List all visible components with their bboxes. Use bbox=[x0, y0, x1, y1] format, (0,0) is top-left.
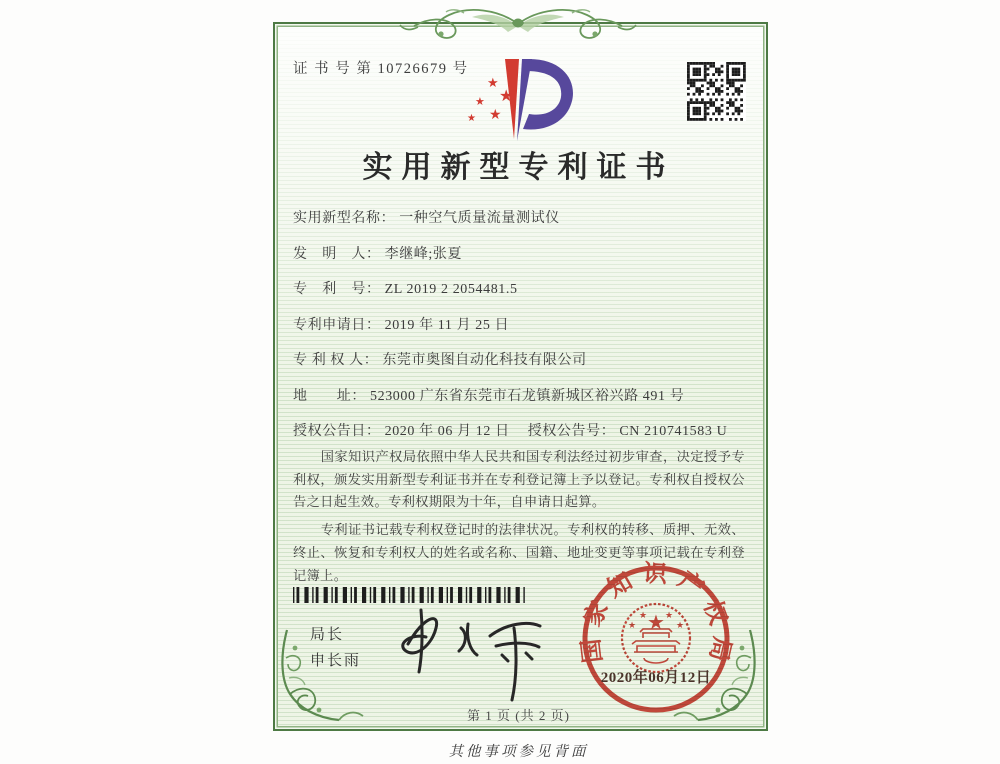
svg-text:★: ★ bbox=[489, 107, 502, 123]
back-note: 其他事项参见背面 bbox=[448, 744, 589, 760]
field-value: 东莞市奥图自动化科技有限公司 bbox=[382, 353, 587, 368]
field-value: 2019 年 11 月 25 日 bbox=[384, 317, 510, 333]
legal-paragraph: 国家知识产权局依照中华人民共和国专利法经过初步审查，决定授予专利权，颁发实用新型专利证书并在专利登记簿上予以登记。专利权自授权公告之日起生效。专利权期限为十年，自申请日起算。 bbox=[293, 449, 745, 510]
field-value: 2020 年 06 月 12 日 bbox=[384, 424, 510, 439]
logo-p-bowl bbox=[523, 59, 573, 129]
svg-text:★: ★ bbox=[664, 611, 674, 621]
field-row bbox=[293, 349, 745, 385]
legal-paragraph: 专利证书记载专利权登记时的法律状况。专利权的转移、质押、无效、终止、恢复和专利权人的姓名或名称、国籍、地址变更等事项记载在专利登记簿上。 bbox=[293, 522, 745, 583]
svg-text:★: ★ bbox=[675, 621, 685, 631]
field-label: 发 明 人： bbox=[293, 246, 381, 262]
seal-circular-text: 国家知识产权局 bbox=[577, 561, 735, 673]
certificate-number: 证 书 号 第 10726679 号 bbox=[293, 61, 469, 77]
field-label: 授权公告日： bbox=[293, 424, 381, 439]
field-row bbox=[293, 385, 745, 421]
field-row bbox=[293, 207, 745, 243]
field-value: 一种空气质量流量测试仪 bbox=[399, 211, 560, 226]
field-label: 授权公告号： bbox=[527, 424, 616, 439]
national-emblem-icon bbox=[622, 604, 690, 672]
field-label: 地 址： bbox=[293, 388, 366, 404]
field-label: 专 利 号： bbox=[293, 282, 381, 297]
field-label: 实用新型名称： bbox=[293, 211, 396, 226]
svg-text:★: ★ bbox=[638, 611, 648, 621]
signer-title: 局长 bbox=[310, 627, 345, 643]
field-row bbox=[293, 278, 745, 314]
certificate-title: 实用新型专利证书 bbox=[362, 151, 675, 184]
seal-date: 2020年06月12日 bbox=[600, 670, 712, 686]
svg-text:★: ★ bbox=[499, 86, 514, 105]
field-row bbox=[293, 243, 745, 279]
field-row bbox=[293, 314, 745, 350]
certificate-fields bbox=[293, 207, 745, 456]
svg-text:★: ★ bbox=[487, 76, 499, 91]
svg-text:★: ★ bbox=[467, 113, 476, 124]
field-label: 专 利 权 人： bbox=[293, 353, 379, 368]
field-value: 523000 广东省东莞市石龙镇新城区裕兴路 491 号 bbox=[370, 388, 685, 404]
logo-stars-icon bbox=[467, 76, 513, 124]
svg-text:★: ★ bbox=[627, 621, 637, 631]
signer-name: 申长雨 bbox=[310, 653, 362, 669]
field-value: CN 210741583 U bbox=[619, 424, 728, 439]
top-ornament-icon bbox=[394, 3, 642, 45]
cnipa-logo bbox=[459, 55, 579, 149]
svg-text:★: ★ bbox=[475, 95, 485, 108]
field-label: 专利申请日： bbox=[293, 317, 381, 333]
signature-handwriting bbox=[378, 598, 543, 706]
red-seal bbox=[577, 560, 735, 718]
field-value: 李继峰;张夏 bbox=[384, 246, 463, 262]
page-indicator: 第 1 页 (共 2 页) bbox=[467, 708, 570, 723]
qr-code bbox=[687, 62, 746, 121]
svg-text:★: ★ bbox=[647, 610, 665, 634]
field-value: ZL 2019 2 2054481.5 bbox=[384, 282, 518, 297]
